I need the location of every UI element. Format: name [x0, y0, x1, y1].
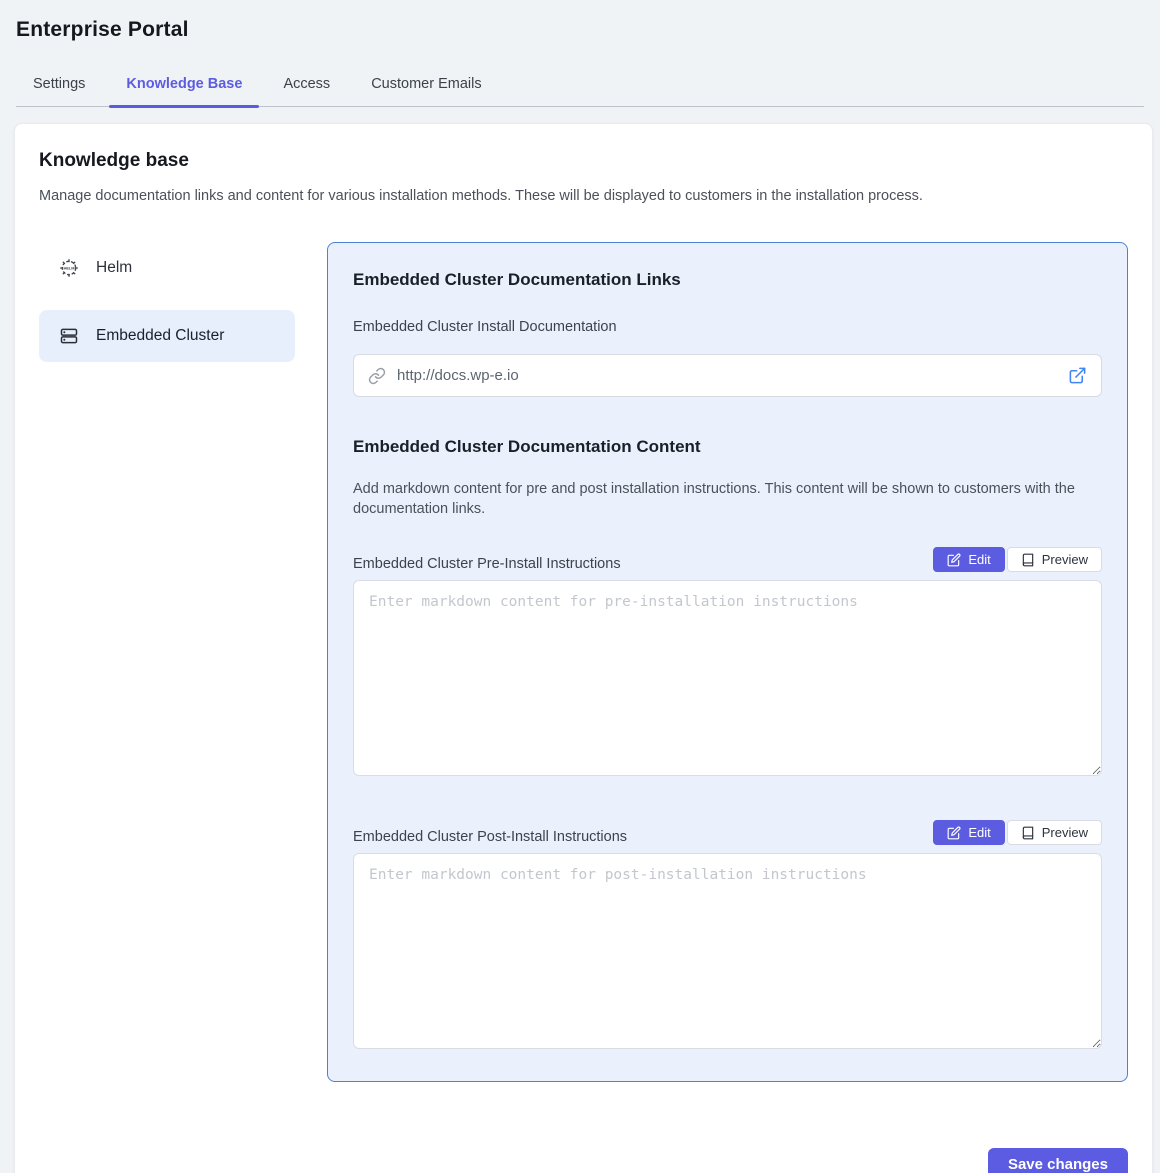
embedded-cluster-panel	[327, 242, 1128, 1082]
tab-bar	[16, 66, 1144, 107]
post-install-label: Embedded Cluster Post-Install Instructions	[353, 829, 628, 845]
edit-icon	[947, 553, 961, 567]
doc-content-description: Add markdown content for pre and post installation instructions. This content will be shown to customers with the documentation links.	[353, 481, 1075, 517]
install-doc-url-input[interactable]	[397, 367, 1057, 384]
sidebar-item-helm[interactable]	[39, 242, 295, 294]
link-icon	[368, 367, 386, 385]
book-icon	[1021, 553, 1035, 567]
edit-icon	[947, 826, 961, 840]
sidebar-item-label: Helm	[96, 259, 133, 276]
install-doc-label: Embedded Cluster Install Documentation	[353, 319, 617, 335]
card-description: Manage documentation links and content for various installation methods. These will be displayed to customers in the installation process.	[39, 188, 923, 204]
pre-install-edit-button[interactable]: Edit	[933, 547, 1004, 572]
post-install-edit-button[interactable]: Edit	[933, 820, 1004, 845]
doc-links-section-title: Embedded Cluster Documentation Links	[353, 270, 681, 289]
tab-knowledge-base[interactable]: Knowledge Base	[109, 66, 259, 106]
page-header	[0, 0, 1160, 107]
card-title: Knowledge base	[39, 150, 189, 171]
helm-logo-icon	[59, 258, 79, 278]
tab-settings[interactable]: Settings	[16, 66, 102, 106]
post-install-textarea[interactable]	[353, 853, 1102, 1049]
sidebar-item-label: Embedded Cluster	[96, 327, 225, 344]
tab-customer-emails[interactable]: Customer Emails	[354, 66, 498, 106]
svg-text:HELM: HELM	[63, 266, 75, 271]
book-icon	[1021, 826, 1035, 840]
external-link-icon[interactable]	[1068, 366, 1087, 385]
pre-install-textarea[interactable]	[353, 580, 1102, 776]
post-install-preview-button[interactable]: Preview	[1007, 820, 1102, 845]
pre-install-label: Embedded Cluster Pre-Install Instructions	[353, 556, 621, 572]
doc-content-section-title: Embedded Cluster Documentation Content	[353, 437, 701, 456]
sidebar-item-embedded-cluster[interactable]	[39, 310, 295, 362]
knowledge-base-card	[14, 123, 1153, 1173]
page-title: Enterprise Portal	[16, 18, 189, 41]
install-doc-input-wrap	[353, 354, 1102, 397]
post-install-mode-toggle	[933, 820, 1102, 845]
install-method-sidebar	[39, 242, 295, 1082]
server-icon	[59, 326, 79, 346]
tab-access[interactable]: Access	[266, 66, 347, 106]
save-changes-button[interactable]: Save changes	[988, 1148, 1128, 1173]
pre-install-mode-toggle	[933, 547, 1102, 572]
pre-install-preview-button[interactable]: Preview	[1007, 547, 1102, 572]
